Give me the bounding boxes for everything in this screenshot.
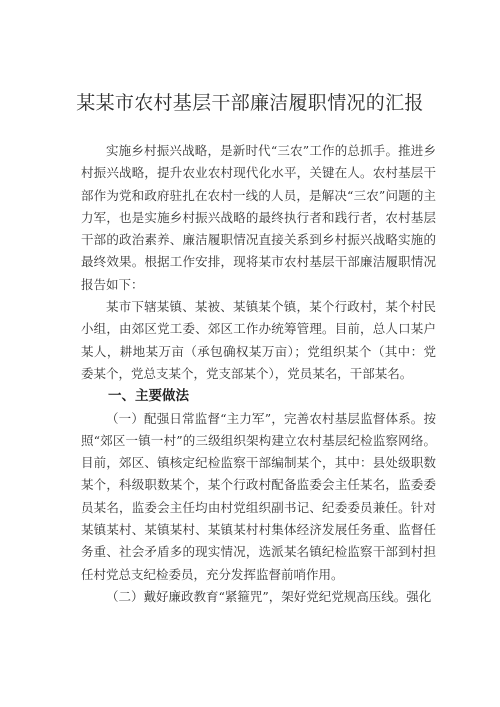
subsection-paragraph-2: （二）戴好廉政教育“紧箍咒”，架好党纪党规高压线。强化	[106, 588, 432, 604]
overview-paragraph: 某市下辖某镇、某被、某镇某个镇，某个行政村，某个村民小组，由郊区党工委、郊区工作办统筹管理。目前，总人口某户某人，耕地某万亩（承包确权某万亩）；党组织某个（其中：党委某个，党总支某个，党支部某个），党员某名，干部某名。	[81, 299, 436, 381]
intro-paragraph: 实施乡村振兴战略，是新时代“三农”工作的总抓手。推进乡村振兴战略，提升农业农村现代化水平，关键在人。农村基层干部作为党和政府驻扎在农村一线的人员，是解决“三农”问题的主力军，也是实施乡村振兴战略的最终执行者和践行者，农村基层干部的政治素养、廉洁履职情况直接关系到乡村振兴战略实施的最终效果。根据工作安排，现将某市农村基层干部廉洁履职情况报告如下：	[81, 143, 436, 292]
document-title: 某某市农村基层干部廉洁履职情况的汇报	[76, 92, 424, 114]
section-heading-main-practices: 一、主要做法	[108, 388, 189, 405]
subsection-paragraph-1: （一）配强日常监督“主力军”，完善农村基层监督体系。按照“郊区一镇一村”的三级组织架构建立农村基层纪检监察网络。目前，郊区、镇核定纪检监察干部编制某个，其中：县处级职数某个，科级职数某个，某个行政村配备监委会主任某名，监委委员某名，监委会主任均由村党组织副书记、纪委委员兼任。针对某镇某村、某镇某村、某镇某村村集体经济发展任务重、监督任务重、社会矛盾多的现实情况，选派某名镇纪检监察干部到村担任村党总支纪检委员，充分发挥监督前哨作用。	[81, 410, 436, 582]
document-body	[81, 140, 436, 608]
